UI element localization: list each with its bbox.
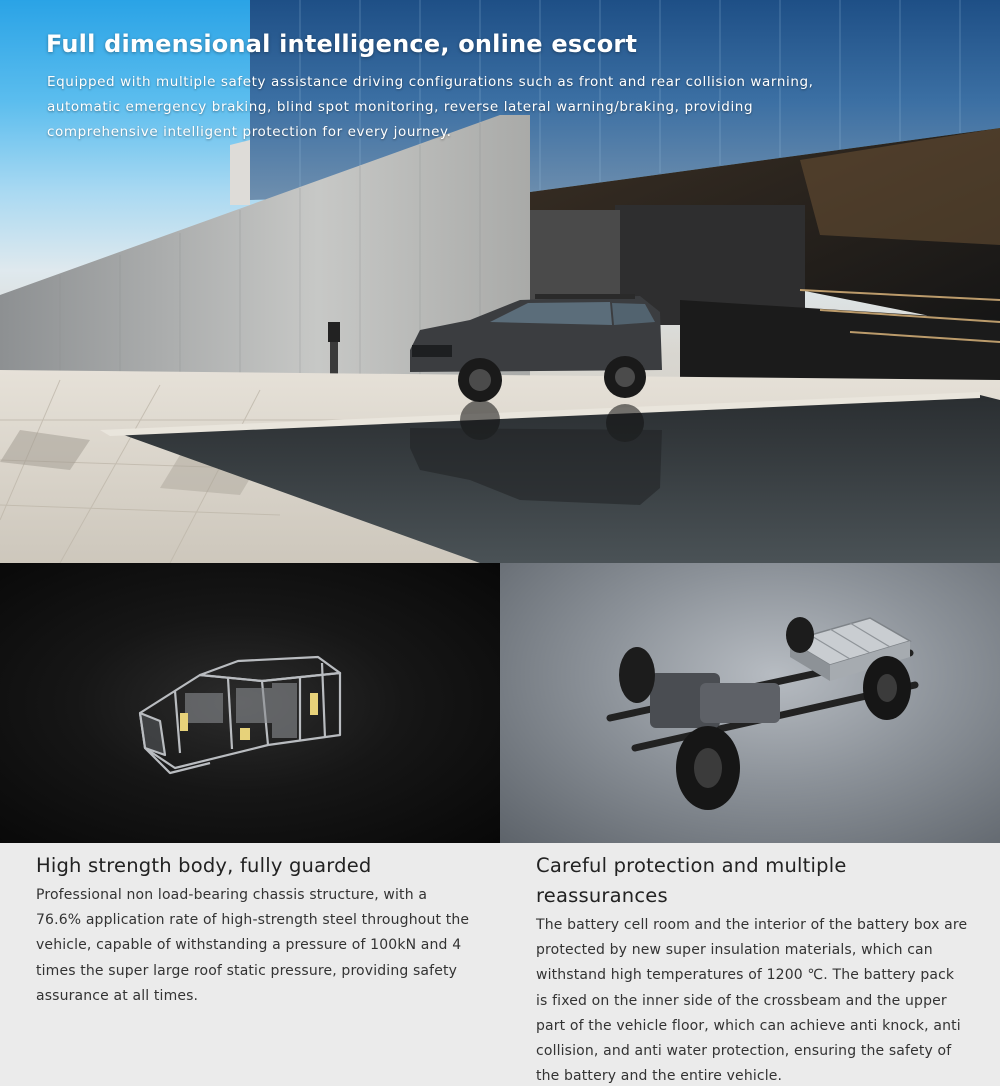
section-heading: Careful protection and multiple reassurances xyxy=(536,854,847,907)
hero-description: Equipped with multiple safety assistance driving configurations such as front and rear collision warning, automatic emergency braking, blind spot monitoring, reverse lateral warning/braking, providing comprehensive intelligent protection for every journey. xyxy=(47,74,814,140)
section-battery-protection xyxy=(536,851,968,1086)
section-body-strength xyxy=(36,851,476,1009)
section-body: The battery cell room and the interior of the battery box are protected by new super insulation materials, which can withstand high temperatures of 1200 ℃. The battery pack is fixed on the inner side of the crossbeam and the upper part of the vehicle floor, which can achieve anti knock, anti collision, and anti water protection, ensuring the safety of the battery and the entire vehicle. xyxy=(536,917,968,1085)
hero-title: Full dimensional intelligence, online escort xyxy=(46,30,638,58)
section-heading: High strength body, fully guarded xyxy=(36,854,372,877)
body-frame-image xyxy=(0,563,500,843)
chassis-battery-image xyxy=(500,563,1000,843)
section-body: Professional non load-bearing chassis structure, with a 76.6% application rate of high-strength steel throughout the vehicle, capable of withstanding a pressure of 100kN and 4 times the super large roof static pressure, providing safety assurance at all times. xyxy=(36,887,470,1004)
